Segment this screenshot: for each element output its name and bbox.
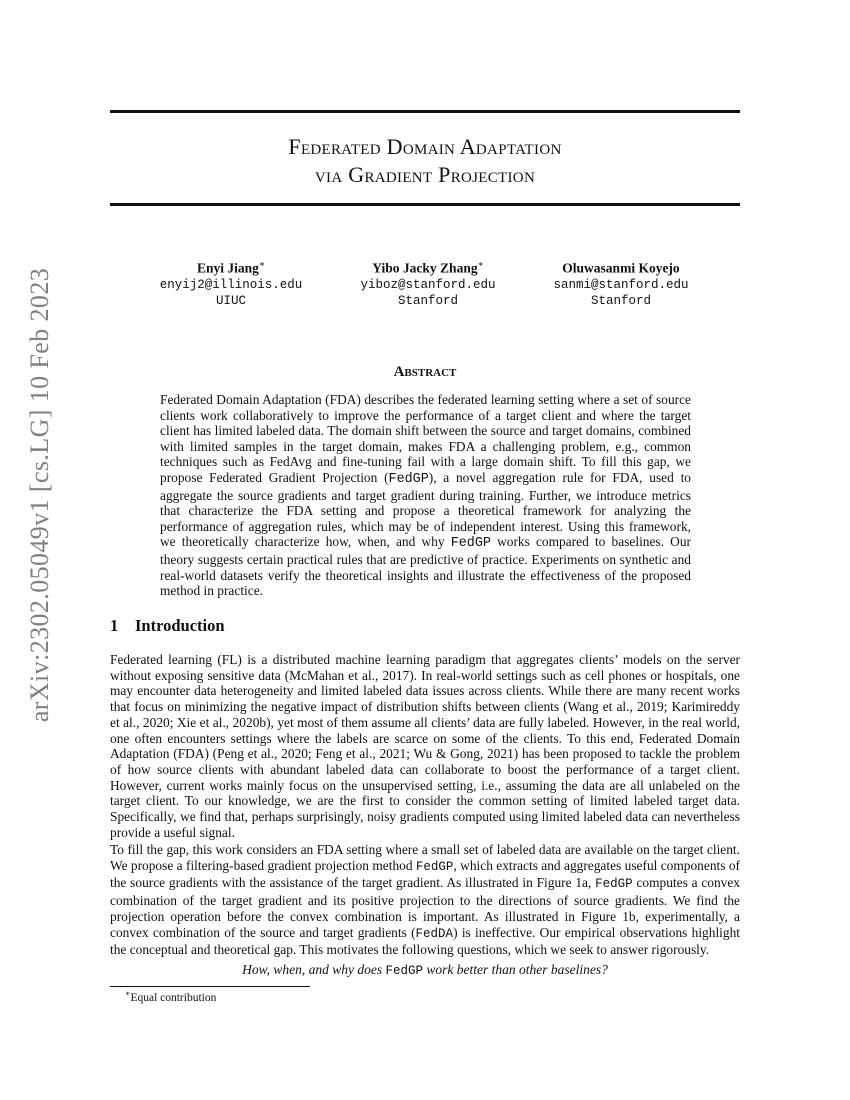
intro-paragraph-1: Federated learning (FL) is a distributed machine learning paradigm that aggregates clients’ models on the server without exposing sensitive data (McMahan et al., 2017). In real-world settings such as cell phones or hospitals, one may encounter data heterogeneity and limited labeled data issues across clients. While there are many recent works that focus on minimizing the negative impact of distribution shifts between clients (Wang et al., 2019; Karimireddy et al., 2020; Xie et al., 2020b), yet most of them assume all clients’ data are fully labeled. However, in the real world, one often encounters settings where the labels are scarce on some of the clients. To this end, Federated Domain Adaptation (FDA) (Peng et al., 2020; Feng et al., 2021; Wu & Gong, 2021) has been proposed to tackle the problem of how source clients with abundant labeled data can collaborate to boost the performance of a target client. However, current works mainly focus on the unsupervised setting, i.e., assuming the data are all unlabeled on the target client. To our knowledge, we are the first to consider the common setting of limited labeled target data. Specifically, we find that, perhaps surprisingly, noisy gradients computed using limited labeled data can nevertheless provide a useful signal.: [110, 652, 740, 840]
code-fedgp: FedGP: [385, 964, 424, 978]
title-line-2: via Gradient Projection: [314, 162, 536, 187]
author-email: sanmi@stanford.edu: [553, 277, 689, 292]
code-fedgp: FedGP: [450, 536, 491, 552]
section-heading-introduction: [110, 616, 225, 636]
abstract-heading: Abstract: [393, 364, 457, 380]
title-rule-bottom: [110, 203, 740, 206]
author-name: Enyi Jiang∗: [196, 259, 266, 276]
code-fedda: FedDA: [415, 926, 454, 941]
author-name: Yibo Jacky Zhang∗: [372, 259, 484, 276]
abstract-body: Federated Domain Adaptation (FDA) describes the federated learning setting where a set of source clients work collaboratively to improve the performance of a target client and where the target client has limited labeled data. The domain shift between the source and target domains, combined with limited samples in the target domain, makes FDA a challenging problem, e.g., common techniques such as FedAvg and fine-tuning fail with a large domain shift. To fill this gap, we propose Federated Gradient Projection (FedGP), a novel aggregation rule for FDA, used to aggregate the source gradients and target gradient during training. Further, we introduce metrics that characterize the FDA setting and propose a theoretical framework for analyzing the performance of aggregation rules, which may be of independent interest. Using this framework, we theoretically characterize how, when, and why FedGP works compared to baselines. Our theory suggests certain practical rules that are predictive of practice. Experiments on synthetic and real-world datasets verify the theoretical insights and illustrate the effectiveness of the proposed method in practice.: [160, 392, 691, 599]
code-fedgp: FedGP: [595, 877, 633, 892]
code-fedgp: FedGP: [415, 859, 454, 874]
author-affiliation: Stanford: [397, 293, 458, 308]
author-email: yiboz@stanford.edu: [360, 277, 496, 292]
footnote-rule: [110, 986, 310, 987]
footnote: ∗Equal contribution: [125, 989, 217, 1004]
author-3: [511, 256, 731, 309]
intro-paragraph-2: To fill the gap, this work considers an FDA setting where a small set of labeled data are available on the target client. We propose a filtering-based gradient projection method FedGP, which extracts and aggregates useful components of the source gradients with the assistance of the target gradient. As illustrated in Figure 1a, FedGP computes a convex combination of the target gradient and its positive projection to the directions of source gradients. We find the projection operation before the convex combination is important. As illustrated in Figure 1b, experimentally, a convex combination of the source and target gradients (FedDA) is ineffective. Our empirical observations highlight the conceptual and theoretical gap. This motivates the following questions, which we seek to answer rigorously.: [110, 842, 740, 958]
author-affiliation: UIUC: [215, 293, 246, 308]
section-title: Introduction: [135, 616, 225, 635]
author-affiliation: Stanford: [590, 293, 651, 308]
author-2: [318, 256, 538, 309]
paper-title: [110, 133, 740, 189]
arxiv-stamp: [20, 267, 60, 723]
arxiv-id: arXiv:2302.05049v1 [cs.LG] 10 Feb 2023: [25, 267, 54, 723]
research-question: How, when, and why does FedGP work better than other baselines?: [242, 962, 608, 978]
code-fedgp: FedGP: [388, 471, 429, 487]
author-email: enyij2@illinois.edu: [159, 277, 303, 292]
title-rule-top: [110, 110, 740, 113]
author-name: Oluwasanmi Koyejo: [562, 260, 680, 276]
title-line-1: Federated Domain Adaptation: [288, 134, 562, 159]
author-1: [121, 256, 341, 309]
section-number: 1: [110, 616, 119, 635]
